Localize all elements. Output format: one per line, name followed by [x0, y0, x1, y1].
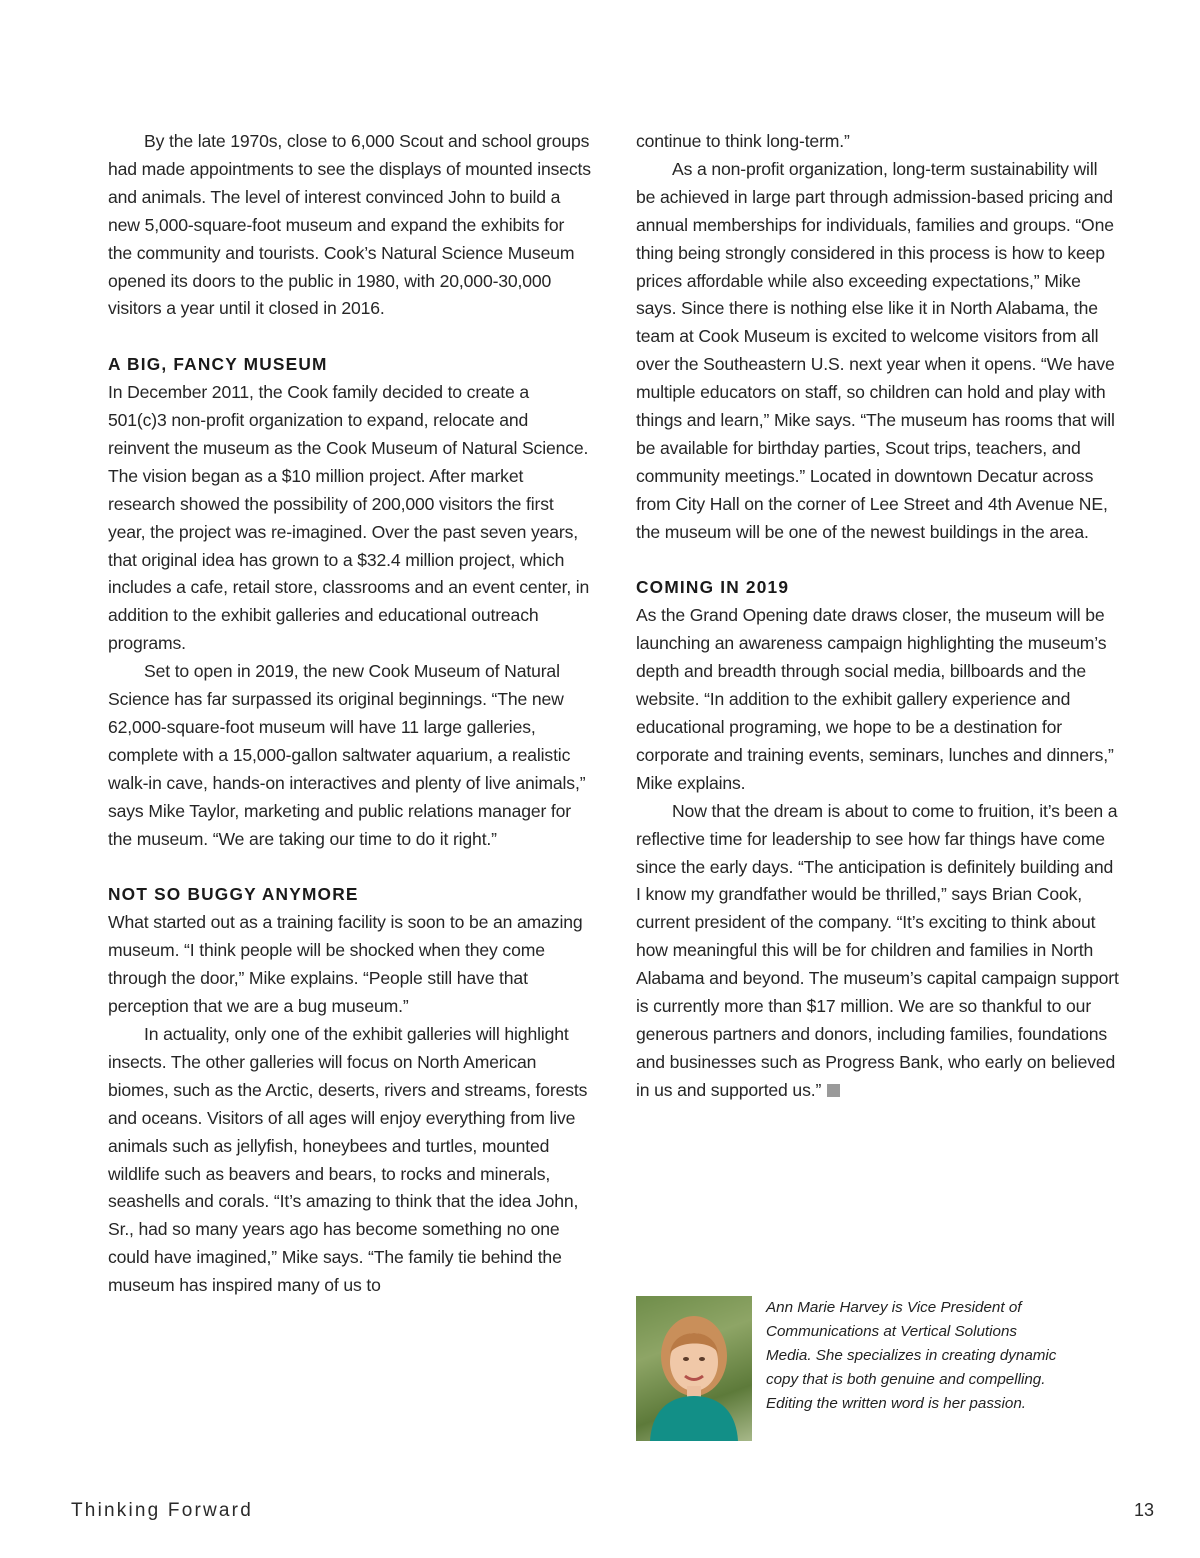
author-portrait-illustration — [636, 1296, 752, 1441]
section-heading: NOT SO BUGGY ANYMORE — [108, 884, 359, 905]
section-heading: COMING IN 2019 — [636, 577, 790, 598]
paragraph: In actuality, only one of the exhibit galleries will highlight insects. The other galleries will focus on North American biomes, such as the Arctic, deserts, rivers and streams, forests and oceans. Visitors of all ages will enjoy everything from live animals such as jellyfish, honeybees and turtles, mounted wildlife such as beavers and bears, to rocks and minerals, seashells and corals. “It’s amazing to think that the idea John, Sr., had so many years ago has become something no one could have imagined,” Mike says. “The family tie behind the museum has inspired many of us to — [108, 1023, 588, 1296]
left-column — [108, 128, 592, 1300]
right-column — [636, 128, 1120, 1105]
author-bio — [636, 1296, 1116, 1442]
publication-title: Thinking Forward — [71, 1500, 253, 1521]
paragraph: As a non-profit organization, long-term sustainability will be achieved in large part through admission-based pricing and annual memberships for individuals, families and groups. “One thing being strongly considered in this process is how to keep prices affordable while also exceeding expectations,” Mike says. Since there is nothing else like it in North Alabama, the team at Cook Museum is excited to welcome visitors from all over the Southeastern U.S. next year when it opens. “We have multiple educators on staff, so children can hold and play with things and learn,” Mike says. “The museum has rooms that will be available for birthday parties, Scout trips, teachers, and community meetings.” Located in downtown Decatur across from City Hall on the corner of Lee Street and 4th Avenue NE, the museum will be one of the newest buildings in the area. — [636, 158, 1115, 542]
paragraph: continue to think long-term.” — [636, 131, 850, 151]
paragraph: What started out as a training facility is soon to be an amazing museum. “I think people will be shocked when they come through the door,” Mike explains. “People still have that perception that we are a bug museum.” — [108, 912, 583, 1017]
paragraph-text: Now that the dream is about to come to fruition, it’s been a reflective time for leadership to see how far things have come since the early days. “The anticipation is definitely building and I know my grandfather would be thrilled,” says Brian Cook, current president of the company. “It’s exciting to think about how meaningful this will be for children and families in North Alabama and beyond. The museum’s capital campaign support is currently more than $17 million. We are so thankful to our generous partners and donors, including families, foundations and businesses such as Progress Bank, who early on believed in us and supported us.” — [636, 800, 1119, 1100]
paragraph: In December 2011, the Cook family decided to create a 501(c)3 non-profit organization to expand, relocate and reinvent the museum as the Cook Museum of Natural Science. The vision began as a $10 million project. After market research showed the possibility of 200,000 visitors the first year, the project was re-imagined. Over the past seven years, that original idea has grown to a $32.4 million project, which includes a cafe, retail store, classrooms and an event center, in addition to the exhibit galleries and educational outreach programs. — [108, 382, 590, 654]
author-bio-text: Ann Marie Harvey is Vice President of Communications at Vertical Solutions Media. She specializes in creating dynamic copy that is both genuine and compelling. Editing the written word is her passion. — [766, 1299, 1057, 1412]
paragraph: By the late 1970s, close to 6,000 Scout and school groups had made appointments to see the displays of mounted insects and animals. The level of interest convinced John to build a new 5,000-square-foot museum and expand the exhibits for the community and tourists. Cook’s Natural Science Museum opened its doors to the public in 1980, with 20,000-30,000 visitors a year until it closed in 2016. — [108, 131, 591, 319]
page-number: 13 — [1134, 1500, 1155, 1520]
author-photo — [636, 1296, 752, 1441]
paragraph: Set to open in 2019, the new Cook Museum of Natural Science has far surpassed its original beginnings. “The new 62,000-square-foot museum will have 11 large galleries, complete with a 15,000-gallon saltwater aquarium, a realistic walk-in cave, hands-on interactives and plenty of live animals,” says Mike Taylor, marketing and public relations manager for the museum. “We are taking our time to do it right.” — [108, 661, 586, 849]
paragraph-with-end-mark — [636, 798, 1120, 1105]
section-heading: A BIG, FANCY MUSEUM — [108, 354, 328, 375]
end-of-article-mark — [827, 1084, 840, 1097]
paragraph: As the Grand Opening date draws closer, the museum will be launching an awareness campaign highlighting the museum’s depth and breadth through social media, billboards and the website. “In addition to the exhibit gallery experience and educational programing, we hope to be a destination for corporate and training events, seminars, lunches and dinners,” Mike explains. — [636, 605, 1114, 793]
